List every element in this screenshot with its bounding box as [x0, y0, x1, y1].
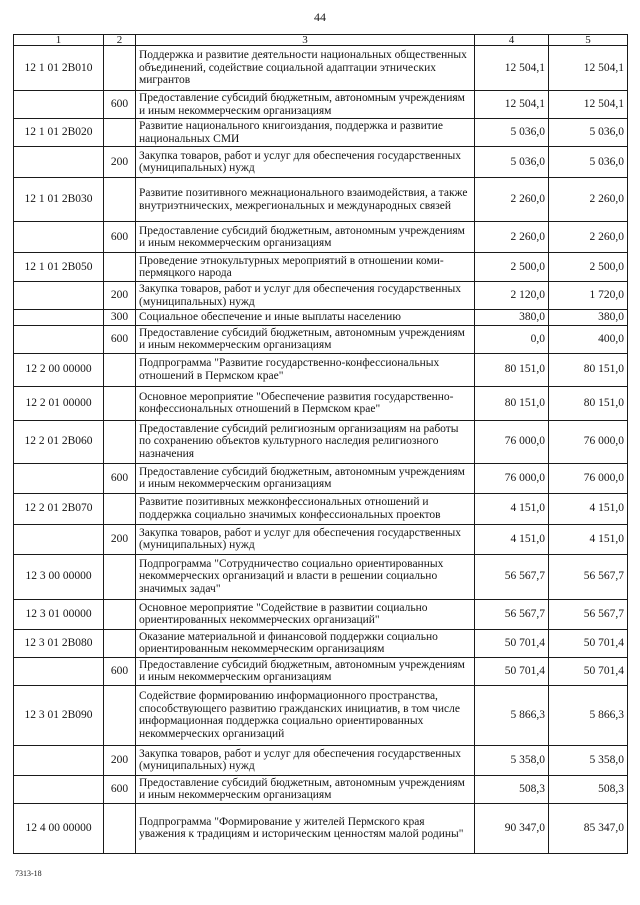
cell-amount-col4: 2 120,0	[475, 282, 549, 310]
cell-expense-type	[104, 803, 136, 853]
cell-budget-code: 12 1 01 2В010	[14, 46, 104, 91]
table-row	[14, 282, 628, 310]
cell-expense-type	[104, 353, 136, 386]
cell-name: Подпрограмма "Развитие государственно-конфессиональных отношений в Пермском крае"	[136, 353, 475, 386]
cell-amount-col5: 50 701,4	[549, 657, 628, 685]
header-col-1: 1	[14, 35, 104, 46]
cell-expense-type: 600	[104, 775, 136, 803]
cell-amount-col5: 76 000,0	[549, 463, 628, 493]
cell-name: Предоставление субсидий религиозным организациям на работы по сохранению объектов культурного наследия религиозного назначения	[136, 420, 475, 463]
cell-amount-col5: 56 567,7	[549, 554, 628, 599]
cell-name: Социальное обеспечение и иные выплаты населению	[136, 310, 475, 326]
cell-amount-col4: 5 036,0	[475, 119, 549, 147]
cell-amount-col5: 4 151,0	[549, 493, 628, 524]
cell-amount-col5: 5 036,0	[549, 147, 628, 178]
table-row	[14, 147, 628, 178]
cell-budget-code	[14, 91, 104, 119]
cell-expense-type	[104, 420, 136, 463]
cell-name: Предоставление субсидий бюджетным, автономным учреждениям и иным некоммерческим организациям	[136, 775, 475, 803]
table-row	[14, 493, 628, 524]
cell-amount-col4: 380,0	[475, 310, 549, 326]
cell-amount-col5: 12 504,1	[549, 46, 628, 91]
cell-budget-code	[14, 524, 104, 554]
cell-amount-col4: 76 000,0	[475, 420, 549, 463]
cell-amount-col5: 12 504,1	[549, 91, 628, 119]
table-row	[14, 46, 628, 91]
cell-budget-code	[14, 657, 104, 685]
cell-expense-type	[104, 629, 136, 657]
cell-amount-col4: 56 567,7	[475, 554, 549, 599]
header-col-4: 4	[475, 35, 549, 46]
cell-expense-type: 600	[104, 91, 136, 119]
cell-amount-col4: 4 151,0	[475, 493, 549, 524]
cell-name: Закупка товаров, работ и услуг для обеспечения государственных (муниципальных) нужд	[136, 745, 475, 775]
cell-expense-type: 600	[104, 325, 136, 353]
cell-amount-col5: 2 500,0	[549, 253, 628, 282]
cell-name: Подпрограмма "Формирование у жителей Пермского края уважения к традициям и историческим ценностям малой родины"	[136, 803, 475, 853]
cell-amount-col4: 2 260,0	[475, 222, 549, 253]
table-row	[14, 353, 628, 386]
cell-expense-type	[104, 178, 136, 222]
cell-amount-col5: 80 151,0	[549, 353, 628, 386]
cell-name: Предоставление субсидий бюджетным, автономным учреждениям и иным некоммерческим организациям	[136, 91, 475, 119]
cell-name: Предоставление субсидий бюджетным, автономным учреждениям и иным некоммерческим организациям	[136, 325, 475, 353]
table-row	[14, 745, 628, 775]
cell-name: Поддержка и развитие деятельности национальных общественных объединений, содействие социальной адаптации этнических мигрантов	[136, 46, 475, 91]
cell-amount-col5: 5 036,0	[549, 119, 628, 147]
cell-name: Проведение этнокультурных мероприятий в отношении коми-пермяцкого народа	[136, 253, 475, 282]
cell-amount-col4: 508,3	[475, 775, 549, 803]
cell-amount-col4: 76 000,0	[475, 463, 549, 493]
cell-expense-type	[104, 46, 136, 91]
cell-amount-col4: 56 567,7	[475, 599, 549, 629]
budget-table	[13, 34, 628, 854]
table-row	[14, 386, 628, 420]
cell-expense-type: 300	[104, 310, 136, 326]
header-col-5: 5	[549, 35, 628, 46]
table-row	[14, 657, 628, 685]
table-row	[14, 463, 628, 493]
cell-budget-code: 12 2 00 00000	[14, 353, 104, 386]
cell-budget-code	[14, 463, 104, 493]
cell-name: Развитие позитивного межнационального взаимодействия, а также внутриэтнических, межрегиональных и международных связей	[136, 178, 475, 222]
cell-expense-type: 200	[104, 147, 136, 178]
cell-budget-code: 12 3 01 2В080	[14, 629, 104, 657]
cell-amount-col5: 5 358,0	[549, 745, 628, 775]
cell-amount-col5: 2 260,0	[549, 178, 628, 222]
cell-amount-col5: 56 567,7	[549, 599, 628, 629]
cell-budget-code: 12 1 01 2В050	[14, 253, 104, 282]
cell-name: Оказание материальной и финансовой поддержки социально ориентированным некоммерческим организациям	[136, 629, 475, 657]
cell-name: Предоставление субсидий бюджетным, автономным учреждениям и иным некоммерческим организациям	[136, 222, 475, 253]
cell-expense-type: 200	[104, 282, 136, 310]
table-row	[14, 253, 628, 282]
cell-expense-type: 600	[104, 657, 136, 685]
table-header	[14, 35, 628, 46]
table-row	[14, 599, 628, 629]
cell-budget-code	[14, 147, 104, 178]
cell-expense-type: 200	[104, 524, 136, 554]
cell-amount-col5: 1 720,0	[549, 282, 628, 310]
cell-amount-col5: 85 347,0	[549, 803, 628, 853]
cell-name: Предоставление субсидий бюджетным, автономным учреждениям и иным некоммерческим организациям	[136, 657, 475, 685]
cell-amount-col5: 400,0	[549, 325, 628, 353]
cell-amount-col5: 76 000,0	[549, 420, 628, 463]
cell-expense-type	[104, 119, 136, 147]
table-row	[14, 178, 628, 222]
cell-amount-col4: 2 260,0	[475, 178, 549, 222]
cell-amount-col5: 5 866,3	[549, 685, 628, 745]
cell-amount-col5: 380,0	[549, 310, 628, 326]
cell-expense-type	[104, 386, 136, 420]
table-row	[14, 803, 628, 853]
cell-budget-code	[14, 775, 104, 803]
table-row	[14, 420, 628, 463]
header-col-3: 3	[136, 35, 475, 46]
cell-budget-code: 12 2 01 00000	[14, 386, 104, 420]
cell-budget-code: 12 3 01 00000	[14, 599, 104, 629]
cell-budget-code: 12 2 01 2В060	[14, 420, 104, 463]
cell-amount-col4: 5 036,0	[475, 147, 549, 178]
cell-name: Основное мероприятие "Содействие в развитии социально ориентированных некоммерческих организаций"	[136, 599, 475, 629]
table-body	[14, 46, 628, 854]
table-row	[14, 325, 628, 353]
cell-budget-code: 12 1 01 2В020	[14, 119, 104, 147]
cell-name: Закупка товаров, работ и услуг для обеспечения государственных (муниципальных) нужд	[136, 524, 475, 554]
cell-name: Содействие формированию информационного пространства, способствующего развитию гражданских инициатив, в том числе информационная поддержка социально ориентированных некоммерческих организаций	[136, 685, 475, 745]
table-row	[14, 310, 628, 326]
cell-expense-type: 600	[104, 463, 136, 493]
header-row	[14, 35, 628, 46]
cell-amount-col5: 508,3	[549, 775, 628, 803]
cell-name: Основное мероприятие "Обеспечение развития государственно-конфессиональных отношений в Пермском крае"	[136, 386, 475, 420]
cell-name: Закупка товаров, работ и услуг для обеспечения государственных (муниципальных) нужд	[136, 282, 475, 310]
cell-name: Подпрограмма "Сотрудничество социально ориентированных некоммерческих организаций и власти в решении социально значимых задач"	[136, 554, 475, 599]
cell-name: Предоставление субсидий бюджетным, автономным учреждениям и иным некоммерческим организациям	[136, 463, 475, 493]
cell-amount-col4: 0,0	[475, 325, 549, 353]
cell-expense-type	[104, 554, 136, 599]
cell-expense-type: 600	[104, 222, 136, 253]
cell-amount-col4: 80 151,0	[475, 386, 549, 420]
table-row	[14, 629, 628, 657]
cell-amount-col5: 4 151,0	[549, 524, 628, 554]
cell-amount-col5: 80 151,0	[549, 386, 628, 420]
cell-amount-col4: 12 504,1	[475, 46, 549, 91]
cell-amount-col4: 90 347,0	[475, 803, 549, 853]
cell-amount-col4: 4 151,0	[475, 524, 549, 554]
cell-expense-type: 200	[104, 745, 136, 775]
cell-amount-col4: 12 504,1	[475, 91, 549, 119]
page-number: 44	[314, 10, 326, 24]
cell-budget-code: 12 3 00 00000	[14, 554, 104, 599]
cell-name: Закупка товаров, работ и услуг для обеспечения государственных (муниципальных) нужд	[136, 147, 475, 178]
cell-budget-code	[14, 325, 104, 353]
table-row	[14, 685, 628, 745]
cell-expense-type	[104, 685, 136, 745]
cell-amount-col5: 50 701,4	[549, 629, 628, 657]
cell-amount-col5: 2 260,0	[549, 222, 628, 253]
table-row	[14, 524, 628, 554]
table-row	[14, 91, 628, 119]
cell-amount-col4: 5 358,0	[475, 745, 549, 775]
cell-amount-col4: 80 151,0	[475, 353, 549, 386]
cell-budget-code	[14, 745, 104, 775]
cell-expense-type	[104, 253, 136, 282]
cell-amount-col4: 50 701,4	[475, 629, 549, 657]
table-row	[14, 554, 628, 599]
cell-budget-code: 12 2 01 2В070	[14, 493, 104, 524]
cell-budget-code	[14, 222, 104, 253]
table-row	[14, 775, 628, 803]
cell-amount-col4: 5 866,3	[475, 685, 549, 745]
cell-budget-code	[14, 282, 104, 310]
cell-amount-col4: 50 701,4	[475, 657, 549, 685]
cell-name: Развитие позитивных межконфессиональных отношений и поддержка социально значимых конфессиональных проектов	[136, 493, 475, 524]
cell-expense-type	[104, 493, 136, 524]
cell-budget-code	[14, 310, 104, 326]
cell-name: Развитие национального книгоиздания, поддержка и развитие национальных СМИ	[136, 119, 475, 147]
cell-budget-code: 12 3 01 2В090	[14, 685, 104, 745]
cell-expense-type	[104, 599, 136, 629]
cell-budget-code: 12 1 01 2В030	[14, 178, 104, 222]
header-col-2: 2	[104, 35, 136, 46]
table-row	[14, 119, 628, 147]
table-row	[14, 222, 628, 253]
cell-budget-code: 12 4 00 00000	[14, 803, 104, 853]
footer-document-code: 7313-18	[15, 869, 42, 878]
cell-amount-col4: 2 500,0	[475, 253, 549, 282]
